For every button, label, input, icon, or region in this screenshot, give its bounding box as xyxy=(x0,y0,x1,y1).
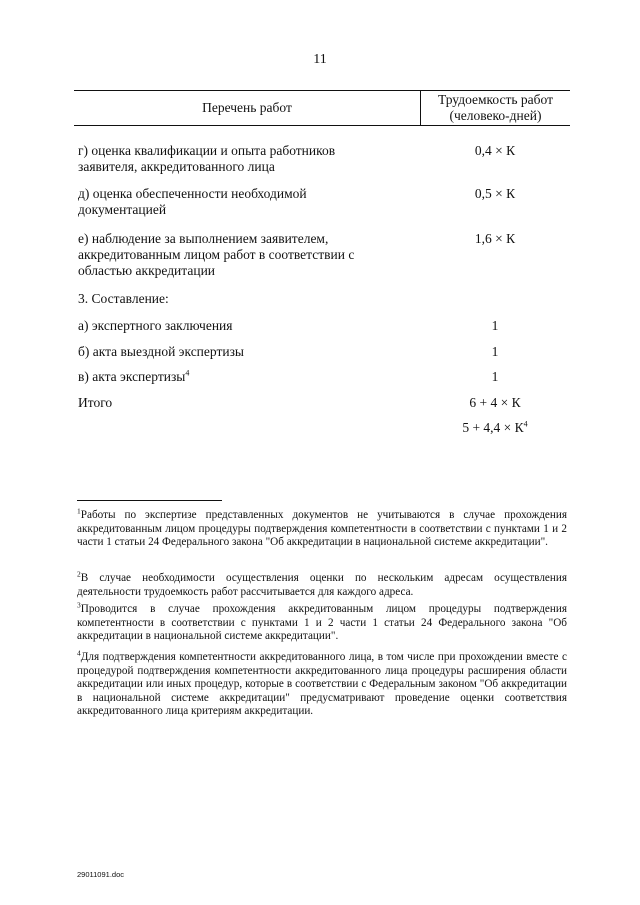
header-labor-line1: Трудоемкость работ xyxy=(438,92,553,107)
footer-filename: 29011091.doc xyxy=(77,870,124,879)
row-value: 6 + 4 × К xyxy=(469,395,521,410)
row-value: 0,4 × К xyxy=(474,143,516,158)
footnote-ref: 4 xyxy=(185,368,190,378)
row-value: 1 xyxy=(491,344,499,359)
header-work-list: Перечень работ xyxy=(74,91,421,125)
footnote-number: 4 xyxy=(77,648,81,658)
row-value: 1,6 × К xyxy=(474,231,516,246)
row-value xyxy=(420,420,570,436)
footnote-number: 2 xyxy=(77,569,81,579)
footnote xyxy=(77,648,567,719)
row-name: д) оценка обеспеченности необходимой документацией xyxy=(78,186,307,217)
row-name: е) наблюдение за выполнением заявителем, аккредитованным лицом работ в соответствии с областью аккредитации xyxy=(78,231,355,278)
row-name: б) акта выездной экспертизы xyxy=(78,344,245,359)
footnote xyxy=(77,506,567,550)
row-value-text: 5 + 4,4 × К xyxy=(462,420,524,435)
footnote xyxy=(77,600,567,644)
row-value: 1 xyxy=(491,318,499,333)
footnote-number: 1 xyxy=(77,506,81,516)
page-number: 11 xyxy=(313,52,327,67)
header-labor-line2: (человеко-дней) xyxy=(449,108,542,123)
footnote-text: Работы по экспертизе представленных документов не учитываются в случае прохождения аккредитованным лицом процедуры подтверждения компетентности в соответствии с пунктами 1 и 2 части 1 статьи 24 Федерального закона "Об аккредитации в национальной системе аккредитации". xyxy=(77,509,567,549)
row-name xyxy=(78,369,378,385)
footnote-text: Для подтверждения компетентности аккредитованного лица, в том числе при прохождении вместе с процедурой подтверждения компетентности аккредитованного лица процедуры расширения области аккредитации или иных процедур, которые в соответствии с Федеральным законом "Об аккредитации в национальной системе аккредитации" предусматривают проведение оценки соответствия аккредитованного лица критериям аккредитации. xyxy=(77,651,567,718)
row-value: 0,5 × К xyxy=(474,186,516,201)
footnote xyxy=(77,569,567,599)
header-labor-intensity xyxy=(421,91,570,125)
row-value: 1 xyxy=(491,369,499,384)
table-header xyxy=(74,90,570,126)
row-name: 3. Составление: xyxy=(78,291,169,306)
footnote-ref: 4 xyxy=(523,419,528,429)
row-name-text: в) акта экспертизы xyxy=(78,369,186,384)
footnote-divider xyxy=(77,500,222,501)
footnote-number: 3 xyxy=(77,600,81,610)
row-name: Итого xyxy=(78,395,113,410)
row-name: г) оценка квалификации и опыта работников заявителя, аккредитованного лица xyxy=(78,143,336,174)
footnote-text: Проводится в случае прохождения аккредитованным лицом процедуры подтверждения компетентности в соответствии с пунктами 1 и 2 части 1 статьи 24 Федерального закона "Об аккредитации в национальной системе аккредитации". xyxy=(77,603,567,643)
row-name: а) экспертного заключения xyxy=(78,318,233,333)
footnote-text: В случае необходимости осуществления оценки по нескольким адресам осуществления деятельности трудоемкость работ рассчитывается для каждого адреса. xyxy=(77,572,567,598)
